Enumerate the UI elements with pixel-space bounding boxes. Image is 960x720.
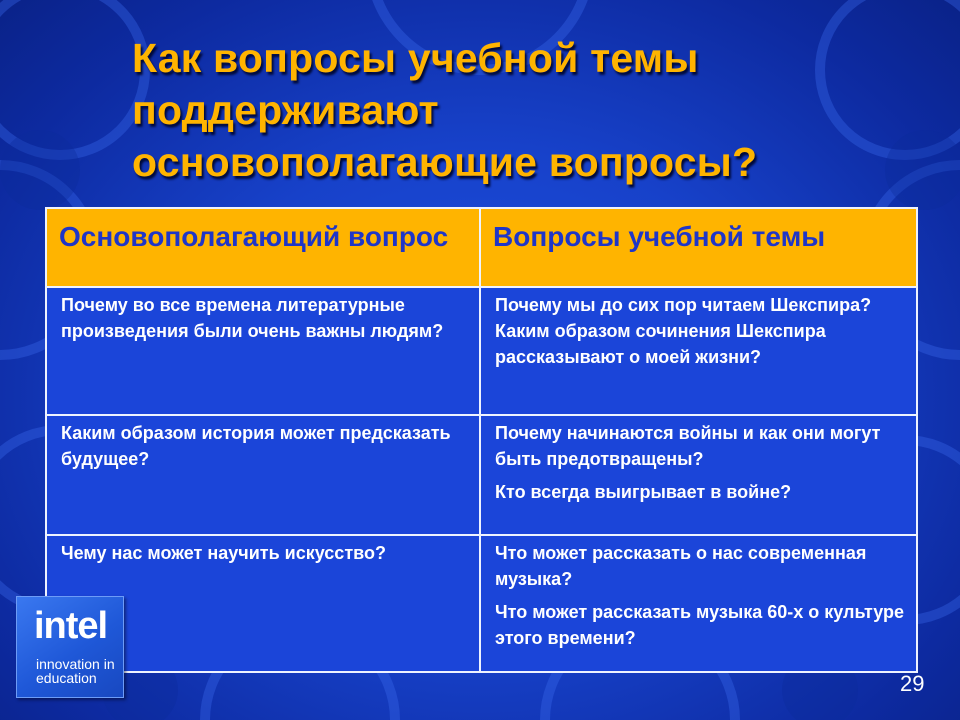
unit-question-text: Что может рассказать о нас современная музыка? <box>495 543 867 589</box>
intel-wordmark: intel <box>34 605 108 647</box>
essential-question-cell <box>46 287 480 415</box>
title-line-1: Как вопросы учебной темы <box>132 35 699 81</box>
header-essential-question: Основополагающий вопрос <box>46 208 480 287</box>
essential-question-text: Чему нас может научить искусство? <box>61 543 386 563</box>
essential-question-text: Каким образом история может предсказать будущее? <box>61 423 451 469</box>
table-row <box>46 415 917 535</box>
unit-question-text: Почему начинаются войны и как они могут быть предотвращены? <box>495 423 881 469</box>
unit-question-text: Кто всегда выигрывает в войне? <box>495 482 792 502</box>
logo-tagline-line-2: education <box>36 670 97 686</box>
slide-title <box>132 32 932 188</box>
intel-education-logo <box>16 596 124 698</box>
header-unit-questions: Вопросы учебной темы <box>480 208 917 287</box>
questions-table <box>45 207 918 673</box>
essential-question-cell <box>46 415 480 535</box>
essential-question-text: Почему во все времена литературные произведения были очень важны людям? <box>61 295 444 341</box>
title-line-3: основополагающие вопросы? <box>132 139 758 185</box>
title-line-2: поддерживают <box>132 87 439 133</box>
unit-questions-cell <box>480 287 917 415</box>
table-row <box>46 287 917 415</box>
table-row <box>46 535 917 672</box>
unit-question-text: Что может рассказать музыка 60-х о культуре этого времени? <box>495 602 904 648</box>
unit-question-text: Почему мы до сих пор читаем Шекспира? Каким образом сочинения Шекспира рассказывают о моей жизни? <box>495 295 872 367</box>
page-number: 29 <box>900 671 925 696</box>
table-header-row <box>46 208 917 287</box>
logo-tagline <box>36 657 115 685</box>
logo-tagline-line-1: innovation in <box>36 656 115 672</box>
unit-questions-cell <box>480 415 917 535</box>
unit-questions-cell <box>480 535 917 672</box>
